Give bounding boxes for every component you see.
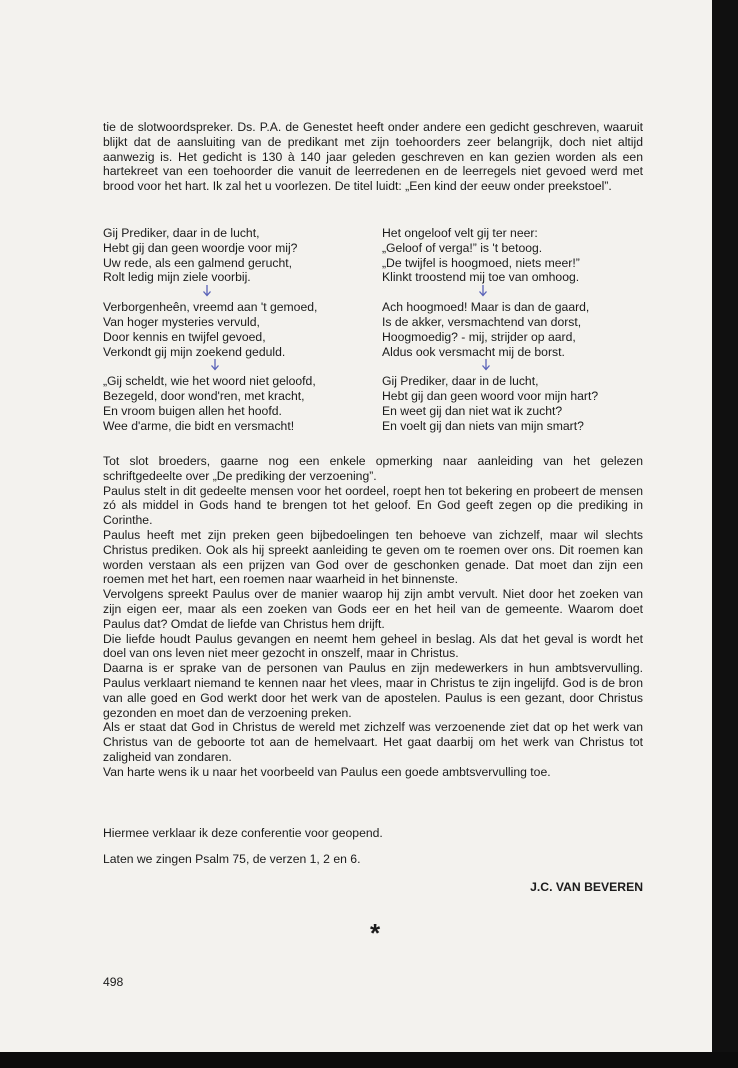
poem-line: En vroom buigen allen het hoofd.	[103, 403, 282, 418]
poem-line: Ach hoogmoed! Maar is dan de gaard,	[382, 300, 590, 315]
poem-right-column	[382, 226, 647, 449]
signature: J.C. VAN BEVEREN	[530, 880, 643, 894]
scan-border-bottom	[0, 1052, 738, 1068]
annotation-arrow-icon	[202, 285, 212, 297]
body-paragraph: Die liefde houdt Paulus gevangen en neemt hem geheel in beslag. Als dat het geval is wordt het doel van ons leven niet meer gezocht in onszelf, maar in Christus.	[103, 631, 643, 661]
poem-line: Door kennis en twijfel gevoed,	[103, 329, 266, 344]
poem-line: Van hoger mysteries vervuld,	[103, 314, 260, 329]
body-paragraph: Vervolgens spreekt Paulus over de manier waarop hij zijn ambt vervult. Niet door het zoeken van zijn eigen eer, maar als een zoeken van Gods eer en het heil van de gemeente. Waarom doet Paulus dat? Omdat de liefde van Christus hem drijft.	[103, 587, 643, 631]
poem-line: Hebt gij dan geen woord voor mijn hart?	[382, 389, 599, 404]
poem-line: „Geloof of verga!” is 't betoog.	[382, 240, 543, 255]
poem-stanza	[382, 226, 647, 285]
closing-lines	[103, 826, 643, 878]
poem-stanza	[382, 374, 647, 433]
poem-line: Verkondt gij mijn zoekend geduld.	[103, 344, 286, 359]
poem-line: En weet gij dan niet wat ik zucht?	[382, 403, 563, 418]
annotation-arrow-icon	[478, 285, 488, 297]
page-number: 498	[103, 975, 124, 989]
poem-line: Wee d'arme, die bidt en versmacht!	[103, 418, 295, 433]
poem-line: Hoogmoedig? - mij, strijder op aard,	[382, 329, 576, 344]
intro-paragraph: tie de slotwoordspreker. Ds. P.A. de Genestet heeft onder andere een gedicht geschreven, waaruit blijkt dat de aansluiting van de predikant met zijn toehoorders zeer belangrijk, doch niet altijd aanwezig is. Het gedicht is 130 à 140 jaar geleden geschreven en kan gezien worden als een hartekreet van een toehoorder die vanuit de leerredenen en de leerregels niet gevoed werd met brood voor het hart. Ik zal het u voorlezen. De titel luidt: „Een kind der eeuw onder preekstoel”.	[103, 120, 643, 194]
poem-stanza	[103, 300, 368, 359]
poem-line: Aldus ook versmacht mij de borst.	[382, 344, 565, 359]
closing-line: Hiermee verklaar ik deze conferentie voor geopend.	[103, 826, 383, 840]
body-text	[103, 454, 643, 780]
poem-line: Gij Prediker, daar in de lucht,	[382, 374, 539, 389]
poem-line: Rolt ledig mijn ziele voorbij.	[103, 270, 251, 285]
body-paragraph: Als er staat dat God in Christus de wereld met zichzelf was verzoenende ziet dat op het werk van Christus van de geboorte tot aan de hemelvaart. Het gaat daarbij om het werk van Christus tot zaligheid van zondaren.	[103, 720, 643, 764]
body-paragraph: Daarna is er sprake van de personen van Paulus en zijn medewerkers in hun ambtsvervulling. Paulus verklaart niemand te kennen naar het vlees, maar in Christus te zijn ingelijfd. God is de bron van alle goed en God werkt door het werk van de apostelen. Paulus is een gezant, door Christus gezonden en moet dan de verzoening preken.	[103, 661, 643, 720]
poem-line: Bezegeld, door wond'ren, met kracht,	[103, 389, 305, 404]
body-paragraph: Paulus heeft met zijn preken geen bijbedoelingen ten behoeve van zichzelf, maar wil slechts Christus prediken. Ook als hij spreekt aanleiding te geven om te roemen over ons. Dit roemen kan worden verstaan als een prijzen van God over de geschonken genade. Dat moet dan zijn een roemen met het hart, een roemen naar waarheid in het binnenste.	[103, 527, 643, 587]
poem-line: Is de akker, versmachtend van dorst,	[382, 314, 582, 329]
section-separator: *	[369, 918, 381, 948]
body-paragraph: Van harte wens ik u naar het voorbeeld van Paulus een goede ambtsvervulling toe.	[103, 764, 551, 779]
poem-line: Het ongeloof velt gij ter neer:	[382, 226, 538, 240]
closing-line: Laten we zingen Psalm 75, de verzen 1, 2 en 6.	[103, 851, 361, 866]
poem-line: „De twijfel is hoogmoed, niets meer!”	[382, 255, 580, 270]
poem-line: Klinkt troostend mij toe van omhoog.	[382, 270, 580, 285]
poem-line: Hebt gij dan geen woordje voor mij?	[103, 240, 298, 255]
poem-stanza	[382, 300, 647, 359]
annotation-arrow-icon	[481, 359, 491, 371]
body-paragraph: Paulus stelt in dit gedeelte mensen voor het oordeel, roept hen tot bekering en probeert de mensen zó als middel in Gods hand te brengen tot het geloof. En God geeft zegen op die prediking in Corinthe.	[103, 483, 643, 528]
poem-line: Gij Prediker, daar in de lucht,	[103, 226, 260, 240]
body-paragraph: Tot slot broeders, gaarne nog een enkele opmerking naar aanleiding van het gelezen schriftgedeelte over „De prediking der verzoening”.	[103, 454, 643, 483]
poem-stanza	[103, 374, 368, 433]
annotation-arrow-icon	[210, 359, 220, 371]
poem-line: Uw rede, als een galmend gerucht,	[103, 255, 293, 270]
poem-left-column	[103, 226, 368, 449]
poem-line: En voelt gij dan niets van mijn smart?	[382, 418, 584, 433]
scan-border-right	[712, 0, 738, 1068]
poem-line: Verborgenheên, vreemd aan 't gemoed,	[103, 300, 318, 315]
poem-stanza	[103, 226, 368, 285]
poem-line: „Gij scheldt, wie het woord niet geloofd,	[103, 374, 316, 389]
